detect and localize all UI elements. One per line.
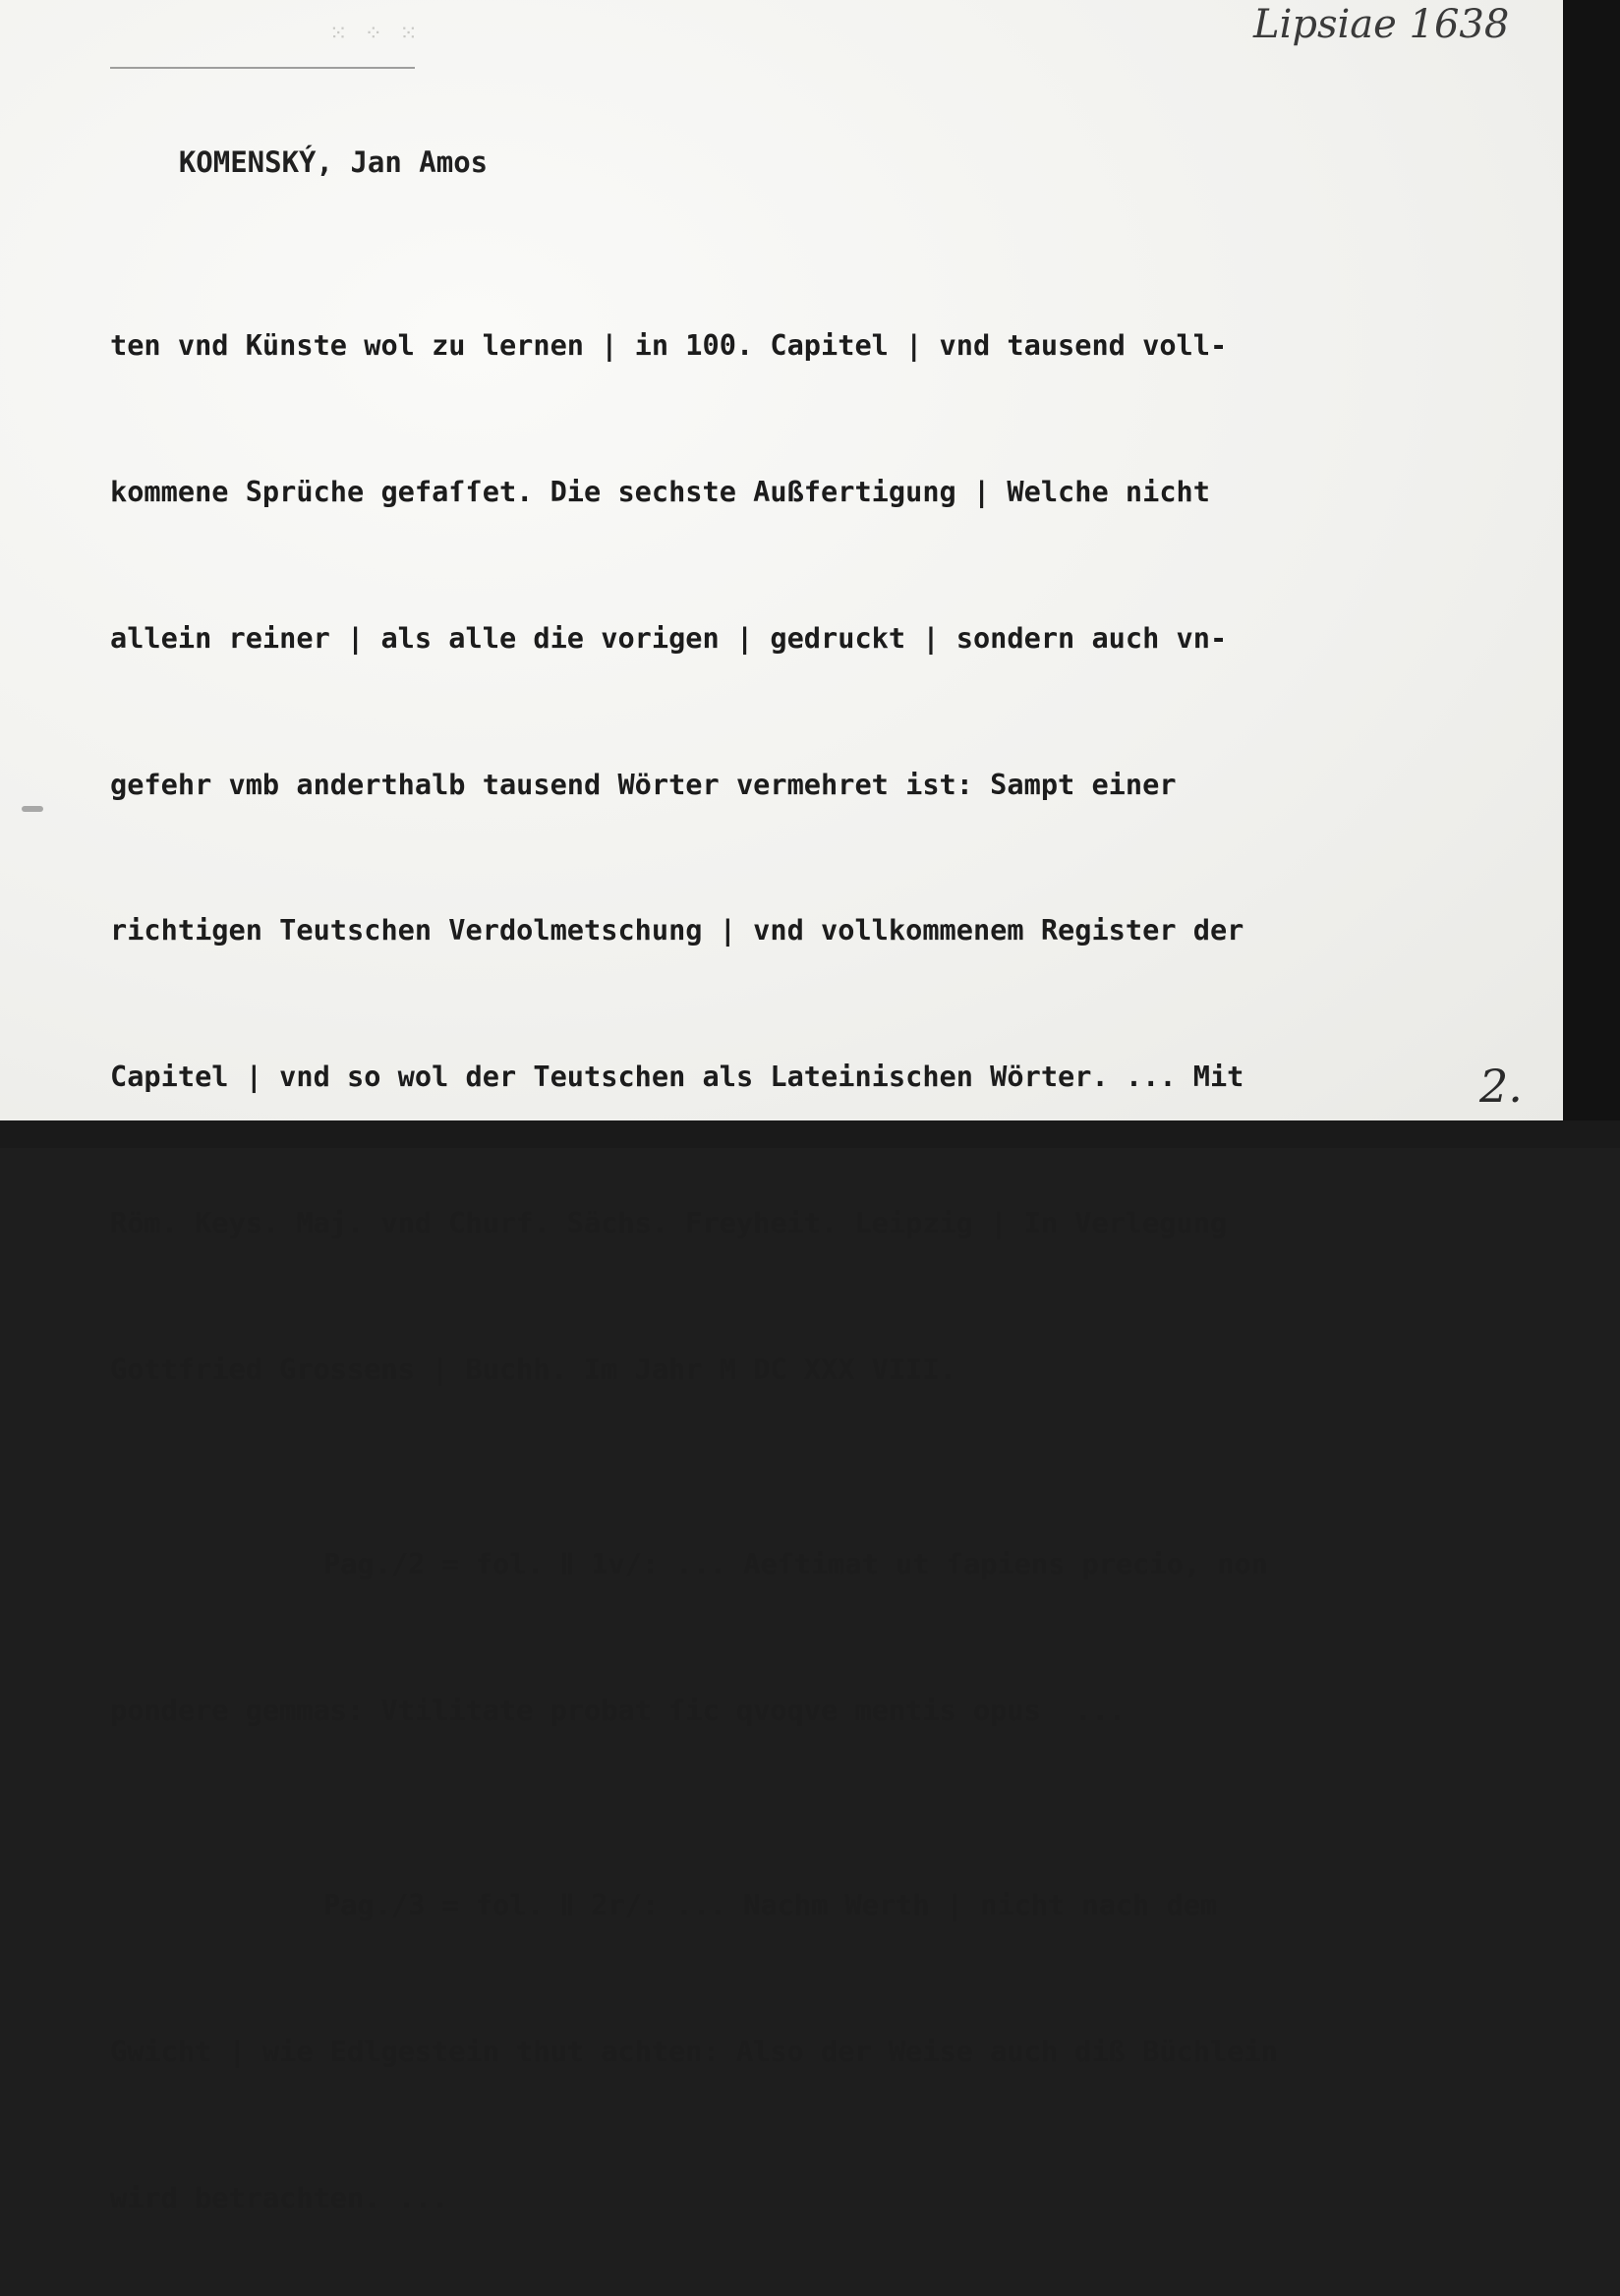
- body-line: kommene Sprüche gefaſſet. Die sechste Außfertigung | Welche nicht: [110, 474, 1210, 508]
- handwritten-card-number: 2.: [1479, 1060, 1523, 1113]
- author-heading: [110, 79, 488, 212]
- handwritten-place-date: Lipsiae 1638: [1253, 2, 1510, 47]
- body-line: richtigen Teutschen Verdolmetschung | vnd vollkommenem Register der: [110, 913, 1244, 947]
- description-block: [110, 224, 1486, 2296]
- quote2-line: Pag./3 = fol. Ⅱ 2r/: ... Nachm Werth | nicht nach dem: [323, 1888, 1218, 1923]
- quote2-line: wird betrachten. ...: [110, 2180, 449, 2214]
- body-line: Gottfried Grossens | Buchh. Im Jahr M DC XXX VIII.: [110, 1351, 956, 1386]
- faint-stamp-mark: ⁙ ⁘ ⁙: [329, 22, 420, 46]
- quote1-line: Pag./2 = fol. Ⅱ 1v/: ... Aeſtimat ut ſapiens precio, non: [323, 1547, 1268, 1581]
- quote1-line: pondere gemmas: Vtilitate probat ſic qvoqve mentis opus ...: [110, 1693, 1126, 1727]
- heading-rule: [110, 67, 415, 69]
- body-line: gefehr vmb anderthalb tausend Wörter vermehret ist: Sampt einer: [110, 767, 1177, 801]
- body-line: Capitel | vnd so wol der Teutschen als Lateinischen Wörter. ... Mit: [110, 1060, 1244, 1094]
- scan-border-right: [1563, 0, 1620, 1148]
- author-name: KOMENSKÝ, Jan Amos: [178, 145, 489, 179]
- body-line: ten vnd Künste wol zu lernen | in 100. Capitel | vnd tausend voll-: [110, 328, 1228, 363]
- quote2-line: Gwicht | wie Edlgestein thut achten: Also der Weise auch diß Büchlein: [110, 2034, 1278, 2068]
- body-line: allein reiner | als alle die vorigen | gedruckt | sondern auch vn-: [110, 620, 1228, 655]
- body-line: Röm. Keys. Maj. vnd Churf. Sächs. Freyheit. Leipzig | In Verlegung: [110, 1205, 1228, 1239]
- scan-border-bottom: [0, 1120, 1620, 1148]
- margin-speck: [22, 806, 43, 812]
